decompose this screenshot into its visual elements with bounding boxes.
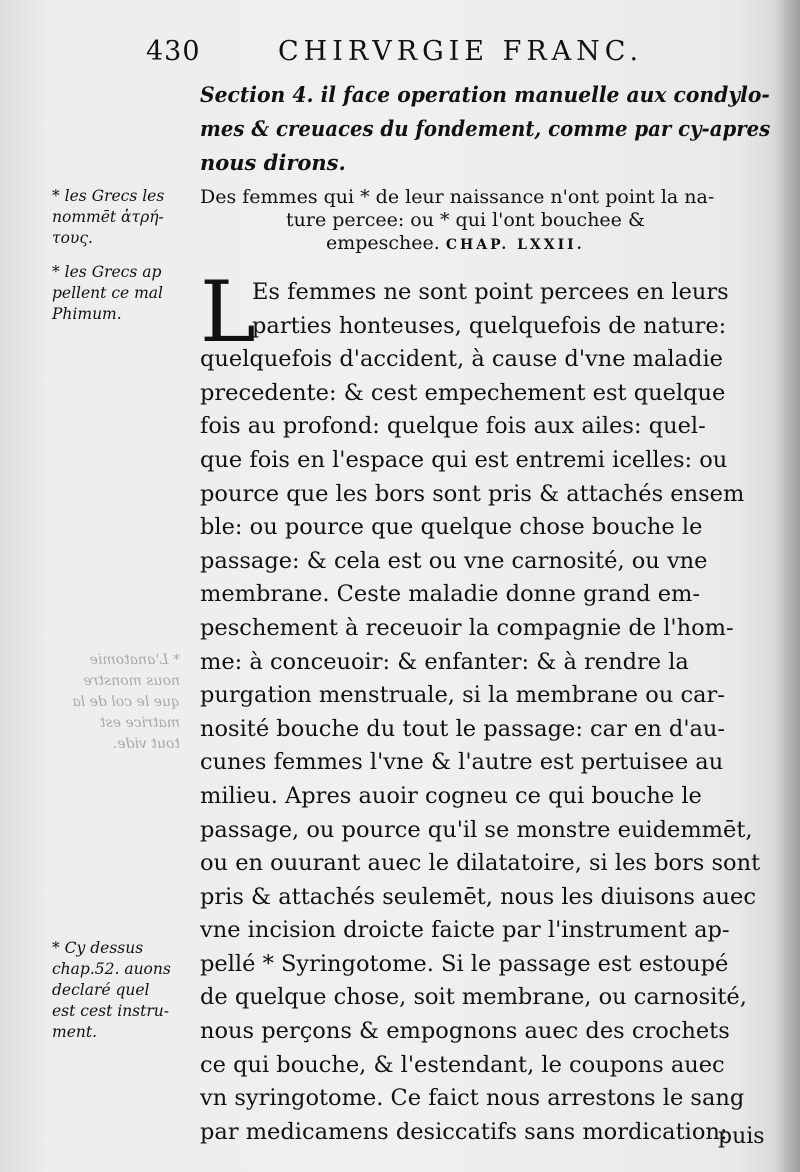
body-line: pris & attachés seulemēt, nous les diuisons auec (200, 883, 756, 910)
body-line: vne incision droicte faicte par l'instrument ap- (200, 917, 730, 944)
bleed-through-line: que le col de la (72, 694, 180, 710)
body-line: pource que les bors sont pris & attachés ensem (200, 480, 745, 507)
body-line: par medicamens desiccatifs sans mordication: (200, 1118, 728, 1145)
chapter-label: CHAP. LXXII. (445, 237, 585, 253)
chapter-title-line (200, 232, 770, 257)
margin-note-line: pellent ce mal (52, 284, 163, 302)
body-line: quelquefois d'accident, à cause d'vne maladie (200, 346, 723, 373)
running-head: CHIRVRGIE FRANC. (278, 36, 644, 67)
bleed-through-line: nous monstre (83, 673, 180, 689)
body-line: passage: & cela est ou vne carnosité, ou vne (200, 547, 708, 574)
chapter-title-line: Des femmes qui * de leur naissance n'ont point la na- (200, 186, 715, 208)
section-intro-line: mes & creuaces du fondement, comme par cy-apres (200, 116, 771, 141)
body-line: Es femmes ne sont point percees en leurs (252, 279, 729, 305)
margin-note-phimum (52, 262, 192, 325)
body-line: ce qui bouche, & l'estendant, le coupons auec (200, 1051, 725, 1078)
margin-note-line: * Cy dessus (52, 939, 144, 957)
body-line: peschement à receuoir la compagnie de l'hom- (200, 614, 734, 641)
margin-note-greek-term (52, 186, 192, 249)
margin-note-reference (52, 938, 192, 1043)
bleed-through-line: * L'anatomie (89, 652, 180, 668)
chapter-title-line: ture percee: ou * qui l'ont bouchee & (286, 209, 645, 231)
body-line: precedente: & cest empechement est quelque (200, 379, 726, 406)
margin-note-line: τους. (52, 229, 93, 247)
section-intro-line: Section 4. il face operation manuelle aux condylo- (200, 82, 770, 107)
body-line: ou en ouurant auec le dilatatoire, si les bors sont (200, 850, 761, 877)
body-line: nous perçons & empognons auec des crochets (200, 1018, 730, 1045)
page-header (146, 36, 786, 76)
margin-note-line: declaré quel (52, 981, 150, 999)
body-line: parties honteuses, quelquefois de nature: (252, 312, 727, 339)
chapter-title (200, 186, 770, 257)
margin-note-line: ment. (52, 1023, 98, 1041)
margin-note-line: * les Grecs les (52, 187, 165, 205)
body-line: me: à conceuoir: & enfanter: & à rendre la (200, 648, 689, 675)
chapter-title-end: empeschee. (326, 232, 440, 254)
body-line: passage, ou pource qu'il se monstre euidemmēt, (200, 816, 753, 843)
body-line: que fois en l'espace qui est entremi icelles: ou (200, 446, 728, 473)
body-line: pellé * Syringotome. Si le passage est estoupé (200, 950, 729, 977)
margin-note-line: * les Grecs ap (52, 263, 162, 281)
body-line: de quelque chose, soit membrane, ou carnosité, (200, 984, 747, 1011)
margin-note-line: nommēt ἀτρή- (52, 208, 164, 226)
margin-note-line: Phimum. (52, 305, 122, 323)
gutter-shadow (774, 0, 800, 1172)
margin-note-line: est cest instru- (52, 1002, 169, 1020)
bleed-through-line: tout vide. (112, 736, 180, 752)
body-line: vn syringotome. Ce faict nous arrestons le sang (200, 1085, 745, 1112)
body-line: cunes femmes l'vne & l'autre est pertuisee au (200, 749, 724, 776)
body-text (200, 263, 770, 1149)
page-number: 430 (146, 36, 201, 67)
section-intro (200, 78, 770, 180)
section-intro-line: nous dirons. (200, 150, 346, 175)
body-line: purgation menstruale, si la membrane ou car- (200, 682, 725, 709)
margin-note-line: chap.52. auons (52, 960, 171, 978)
body-line: nosité bouche du tout le passage: car en d'au- (200, 715, 726, 742)
bleed-through-line: matrice est (99, 715, 180, 731)
body-line: milieu. Apres auoir cogneu ce qui bouche le (200, 782, 702, 809)
drop-cap: L (200, 263, 256, 361)
body-line: membrane. Ceste maladie donne grand em- (200, 581, 700, 608)
body-line: fois au profond: quelque fois aux ailes: quel- (200, 413, 706, 440)
body-line: ble: ou pource que quelque chose bouche le (200, 514, 703, 541)
bleed-through-note (60, 650, 180, 755)
catchword: puis (718, 1124, 765, 1149)
